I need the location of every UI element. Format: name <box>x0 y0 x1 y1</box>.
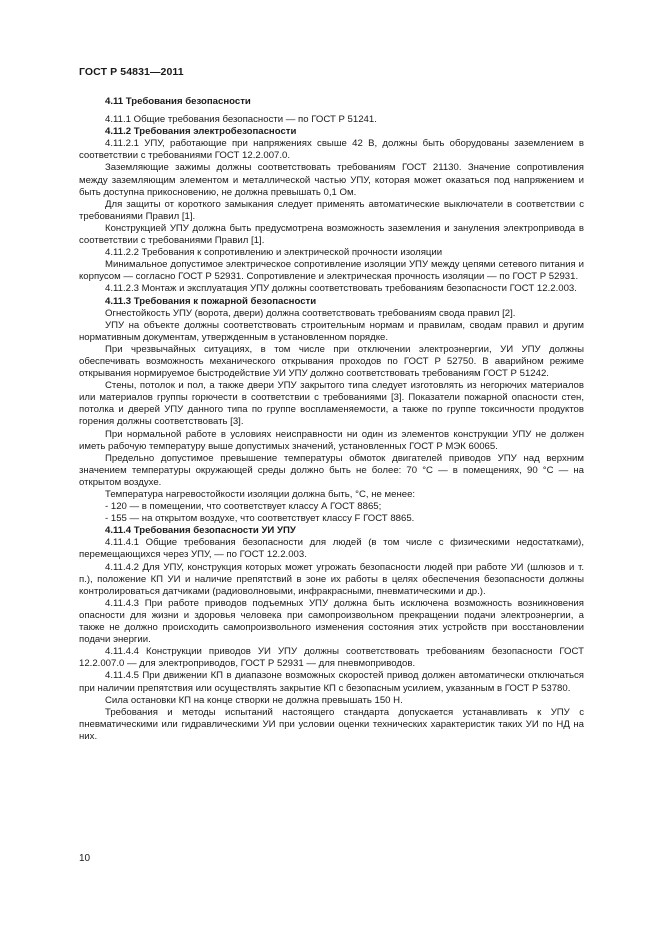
section-heading: 4.11.4 Требования безопасности УИ УПУ <box>105 525 296 537</box>
section-heading: 4.11.2 Требования электробезопасности <box>105 126 297 138</box>
paragraph: 4.11.2.2 Требования к сопротивлению и электрической прочности изоляции <box>105 247 443 259</box>
section-heading: 4.11 Требования безопасности <box>105 96 251 107</box>
list-item: - 155 — на открытом воздухе, что соответствует классу F ГОСТ 8865. <box>105 513 415 525</box>
document-body <box>79 96 584 743</box>
paragraph: Сила остановки КП на конце створки не должна превышать 150 Н. <box>105 694 403 706</box>
paragraph: 4.11.2.3 Монтаж и эксплуатация УПУ должны соответствовать требованиям безопасности ГОСТ 12.2.003. <box>105 283 577 295</box>
paragraph: 4.11.4.5 При движении КП в диапазоне возможных скоростей привод должен автоматически отключаться при наличии препятствия или осуществлять закрытие КП с безопасным усилием, указанным в ГОСТ Р 53780. <box>79 670 584 694</box>
paragraph: Заземляющие зажимы должны соответствовать требованиям ГОСТ 21130. Значение сопротивления между заземляющим элементом и металлической частью УПУ, которая может оказаться под напряжением и быть доступна прикосновению, не должна превышать 0,1 Ом. <box>79 162 584 198</box>
paragraph: Огнестойкость УПУ (ворота, двери) должна соответствовать требованиям свода правил [2]. <box>105 307 516 319</box>
paragraph: 4.11.4.4 Конструкции приводов УИ УПУ должны соответствовать требованиям безопасности ГОСТ 12.2.007.0 — для электроприводов, ГОСТ Р 52931 — для пневмоприводов. <box>79 646 584 670</box>
paragraph: Конструкцией УПУ должна быть предусмотрена возможность заземления и зануления электропривода в соответствии с требованиями Правил [1]. <box>79 222 584 247</box>
section-heading: 4.11.3 Требования к пожарной безопасности <box>105 295 317 307</box>
paragraph: 4.11.4.1 Общие требования безопасности для людей (в том числе с физическими недостатками), перемещающихся через УПУ, — по ГОСТ 12.2.003. <box>79 537 584 561</box>
paragraph: Минимальное допустимое электрическое сопротивление изоляции УПУ между цепями сетевого питания и корпусом — согласно ГОСТ Р 52931. Сопротивление и электрическая прочность изоляции — по ГОСТ Р 52931. <box>79 259 584 283</box>
paragraph: При чрезвычайных ситуациях, в том числе при отключении электроэнергии, УИ УПУ должны обеспечивать возможность механического открывания проходов по ГОСТ Р 52750. В аварийном режиме открывания нормируемое быстродействие УИ УПУ должно соответствовать требованиям ГОСТ Р 51242. <box>79 343 584 380</box>
paragraph: Требования и методы испытаний настоящего стандарта допускается устанавливать к УПУ с пневматическими или гидравлическими УИ при условии оценки технических характеристик таких УИ по НД на них. <box>79 706 584 742</box>
paragraph: Предельно допустимое превышение температуры обмоток двигателей приводов УПУ над верхним значением температуры окружающей среды должно быть не более: 70 °С — в помещениях, 90 °С — на открытом воздухе. <box>79 452 584 488</box>
paragraph: УПУ на объекте должны соответствовать строительным нормам и правилам, сводам правил и другим нормативным документам, утвержденным в установленном порядке. <box>79 319 584 343</box>
document-header: ГОСТ Р 54831—2011 <box>79 66 184 78</box>
paragraph: Стены, потолок и пол, а также двери УПУ закрытого типа следует изготовлять из негорючих материалов или материалов группы горючести в соответствии с требованиями [3]. Показатели пожарной опасности стен, потолка и дверей УПУ данного типа по группе воспламеняемости, а также по группе токсичности продуктов горения должны соответствовать [3]. <box>79 380 584 428</box>
paragraph: 4.11.2.1 УПУ, работающие при напряжениях свыше 42 В, должны быть оборудованы заземлением в соответствии с требованиями ГОСТ 12.2.007.0. <box>79 138 584 162</box>
page-number: 10 <box>79 853 91 864</box>
list-item: - 120 — в помещении, что соответствует классу А ГОСТ 8865; <box>105 501 382 513</box>
paragraph: 4.11.4.2 Для УПУ, конструкция которых может угрожать безопасности людей при работе УИ (шлюзов и т. п.), положение КП УИ и наличие препятствий в зоне их работы в целях обеспечения безопасности должны контролироваться датчиками (радиоволновыми, инфракрасными, пневматическими и др.). <box>79 561 584 597</box>
paragraph: При нормальной работе в условиях неисправности ни один из элементов конструкции УПУ не должен иметь рабочую температуру выше допустимых значений, установленных ГОСТ Р МЭК 60065. <box>79 428 584 452</box>
paragraph: Температура нагревостойкости изоляции должна быть, °С, не менее: <box>105 489 416 500</box>
paragraph: Для защиты от короткого замыкания следует применять автоматические выключатели в соответствии с требованиями Правил [1]. <box>79 198 584 222</box>
paragraph: 4.11.4.3 При работе приводов подъемных УПУ должна быть исключена возможность возникновения опасности для жизни и здоровья человека при самопроизвольном прекращении подачи электроэнергии, а также не должно происходить самопроизвольного изменения состояния этих устройств при восстановлении подачи энергии. <box>79 597 584 646</box>
paragraph: 4.11.1 Общие требования безопасности — по ГОСТ Р 51241. <box>105 114 377 126</box>
